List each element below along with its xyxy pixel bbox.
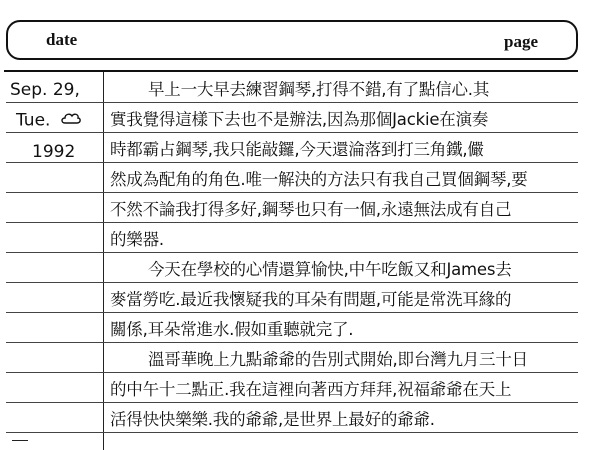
ruled-line — [6, 162, 578, 163]
journal-line-3: 時都霸占鋼琴,我只能敲鑼,今天還淪落到打三角鐵,儼 — [110, 140, 484, 159]
page-label: page — [504, 32, 538, 51]
cloud-icon — [60, 110, 82, 131]
ruled-line — [6, 222, 578, 223]
journal-line-12: 活得快快樂樂.我的爺爺,是世界上最好的爺爺. — [110, 410, 435, 429]
entry-month-day: Sep. 29, — [10, 80, 80, 100]
ruled-line — [6, 192, 578, 193]
header-box — [6, 20, 578, 60]
ruled-line — [6, 102, 578, 103]
ruled-line — [6, 312, 578, 313]
bottom-mark — [12, 440, 28, 441]
top-rule — [4, 70, 578, 72]
journal-line-7: 今天在學校的心情還算愉快,中午吃飯又和James去 — [148, 260, 512, 279]
journal-line-4: 然成為配角的角色.唯一解決的方法只有我自己買個鋼琴,要 — [110, 170, 528, 189]
ruled-line — [6, 132, 578, 133]
journal-line-10: 溫哥華晚上九點爺爺的告別式開始,即台灣九月三十日 — [148, 350, 528, 369]
ruled-line — [6, 402, 578, 403]
ruled-line — [6, 432, 578, 433]
journal-line-8: 麥當勞吃.最近我懷疑我的耳朵有問題,可能是常洗耳緣的 — [110, 290, 512, 309]
journal-line-2: 實我覺得這樣下去也不是辦法,因為那個Jackie在演奏 — [110, 110, 489, 129]
ruled-line — [6, 342, 578, 343]
journal-line-5: 不然不論我打得多好,鋼琴也只有一個,永遠無法成有自己 — [110, 200, 512, 219]
date-label: date — [46, 30, 78, 49]
journal-line-9: 關係,耳朵常進水.假如重聽就完了. — [110, 320, 354, 339]
ruled-line — [6, 282, 578, 283]
entry-year: 1992 — [32, 142, 76, 162]
entry-weekday-row — [10, 110, 106, 131]
ruled-line — [6, 372, 578, 373]
journal-line-1: 早上一大早去練習鋼琴,打得不錯,有了點信心.其 — [148, 80, 490, 99]
journal-line-6: 的樂器. — [110, 230, 164, 249]
ruled-line — [6, 252, 578, 253]
journal-line-11: 的中午十二點正.我在這裡向著西方拜拜,祝福爺爺在天上 — [110, 380, 512, 399]
entry-weekday: Tue. — [16, 110, 51, 131]
